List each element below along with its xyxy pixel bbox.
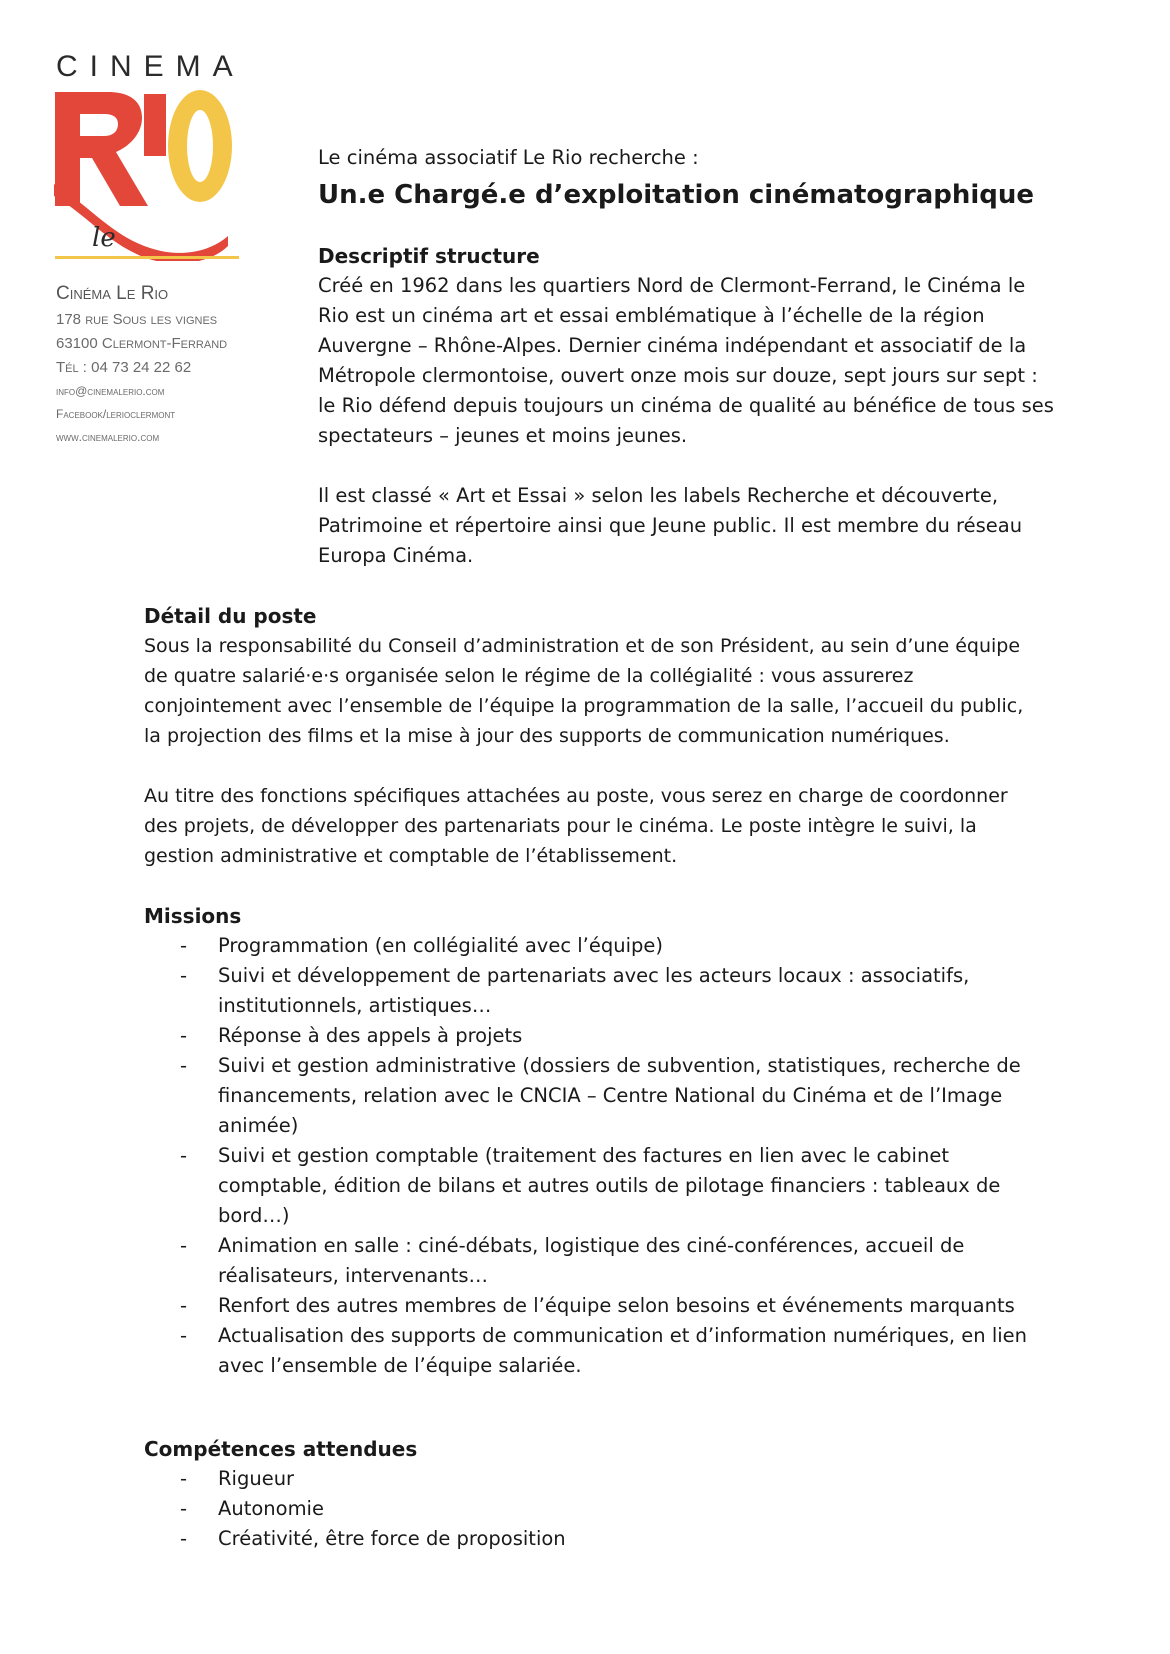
text-line: le Rio défend depuis toujours un cinéma de qualité au bénéfice de tous ses [318,394,1054,417]
text-line: Programmation (en collégialité avec l’équipe) [218,934,663,957]
text-line: Créé en 1962 dans les quartiers Nord de Clermont-Ferrand, le Cinéma le [318,274,1026,297]
address-facebook[interactable]: Facebook/lerioclermont [56,407,176,421]
address-email[interactable]: info@cinemalerio.com [56,384,165,398]
list-item [144,1141,1027,1231]
address-website[interactable]: www.cinemalerio.com [56,430,160,444]
address-street: 178 rue Sous les vignes [56,311,218,328]
competences-heading: Compétences attendues [144,1437,418,1461]
list-item [144,1021,1027,1051]
text-line: Europa Cinéma. [318,544,474,567]
list-item [144,1051,1027,1141]
text-line: Il est classé « Art et Essai » selon les labels Recherche et découverte, [318,484,999,507]
text-line: Renfort des autres membres de l’équipe selon besoins et événements marquants [218,1294,1015,1317]
text-line: bord…) [218,1204,290,1227]
list-dash: - [180,1324,188,1347]
list-dash: - [180,1497,188,1520]
structure-heading: Descriptif structure [318,244,540,268]
list-item [144,961,1027,1021]
text-line: institutionnels, artistiques… [218,994,492,1017]
list-item [144,1321,1027,1381]
list-item [144,1494,566,1524]
text-line: la projection des films et la mise à jour des supports de communication numériques. [144,725,950,747]
text-line: de quatre salarié·e·s organisée selon le régime de la collégialité : vous assurerez [144,665,914,687]
text-line: Auvergne – Rhône-Alpes. Dernier cinéma indépendant et associatif de la [318,334,1027,357]
text-line: Réponse à des appels à projets [218,1024,523,1047]
text-line: animée) [218,1114,299,1137]
text-line: Métropole clermontoise, ouvert onze mois sur douze, sept jours sur sept : [318,364,1038,387]
text-line: Actualisation des supports de communication et d’information numériques, en lien [218,1324,1028,1347]
logo-le-text: le [92,223,116,253]
text-line: réalisateurs, intervenants… [218,1264,489,1287]
address-phone: Tél : 04 73 24 22 62 [56,359,192,376]
text-line: Suivi et gestion administrative (dossiers de subvention, statistiques, recherche de [218,1054,1021,1077]
text-line: Animation en salle : ciné-débats, logistique des ciné-conférences, accueil de [218,1234,965,1257]
poste-paragraph-2 [144,781,1008,871]
text-line: Suivi et gestion comptable (traitement des factures en lien avec le cabinet [218,1144,949,1167]
text-line: Patrimoine et répertoire ainsi que Jeune public. Il est membre du réseau [318,514,1023,537]
text-line: Au titre des fonctions spécifiques attachées au poste, vous serez en charge de coordonner [144,785,1008,807]
logo-word: CINEMA [56,50,245,83]
text-line: conjointement avec l’ensemble de l’équipe la programmation de la salle, l’accueil du public, [144,695,1024,717]
list-dash: - [180,1294,188,1317]
list-item [144,931,1027,961]
logo-rio-graphic [50,86,250,261]
structure-paragraph-1 [318,271,1054,451]
list-dash: - [180,964,188,987]
address-city: 63100 Clermont-Ferrand [56,335,228,352]
list-item [144,1291,1027,1321]
list-dash: - [180,1024,188,1047]
poste-paragraph-1 [144,631,1023,751]
text-line: Rio est un cinéma art et essai emblématique à l’échelle de la région [318,304,985,327]
list-item [144,1231,1027,1291]
list-dash: - [180,1054,188,1077]
text-line: financements, relation avec le CNCIA – Centre National du Cinéma et de l’Image [218,1084,1003,1107]
text-line: comptable, édition de bilans et autres outils de pilotage financiers : tableaux de [218,1174,1001,1197]
text-line: Sous la responsabilité du Conseil d’administration et de son Président, au sein d’une équipe [144,635,1021,657]
structure-paragraph-2 [318,481,1022,571]
text-line: avec l’ensemble de l’équipe salariée. [218,1354,582,1377]
address-block [56,280,227,449]
text-line: des projets, de développer des partenariats pour le cinéma. Le poste intègre le suivi, la [144,815,977,837]
text-line: Créativité, être force de proposition [218,1527,566,1550]
list-item [144,1524,566,1554]
poste-heading: Détail du poste [144,604,317,628]
list-dash: - [180,1144,188,1167]
logo-divider [55,256,239,259]
text-line: spectateurs – jeunes et moins jeunes. [318,424,688,447]
text-line: Rigueur [218,1467,295,1490]
list-dash: - [180,1527,188,1550]
text-line: gestion administrative et comptable de l’établissement. [144,845,678,867]
cinema-le-rio-logo [50,50,250,270]
job-title: Un.e Chargé.e d’exploitation cinématographique [318,180,1035,210]
list-item [144,1464,566,1494]
missions-heading: Missions [144,904,242,928]
list-dash: - [180,1234,188,1257]
missions-list [144,931,1027,1381]
list-dash: - [180,1467,188,1490]
text-line: Suivi et développement de partenariats avec les acteurs locaux : associatifs, [218,964,970,987]
intro-text: Le cinéma associatif Le Rio recherche : [318,146,699,169]
address-name: Cinéma Le Rio [56,283,169,304]
list-dash: - [180,934,188,957]
competences-list [144,1464,566,1554]
text-line: Autonomie [218,1497,324,1520]
